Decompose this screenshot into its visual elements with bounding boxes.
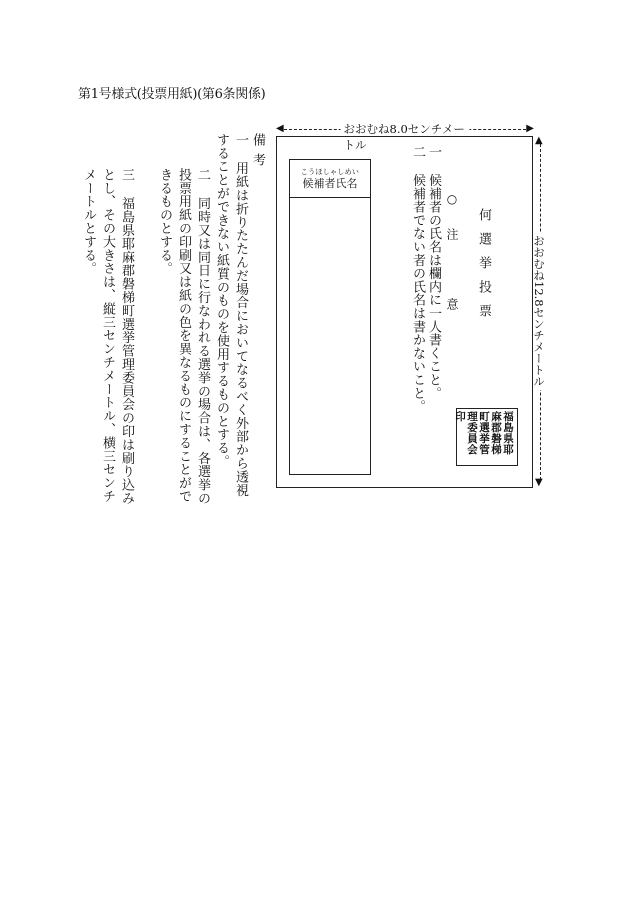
arrow-right-icon: ▶ xyxy=(526,123,534,134)
width-dimension xyxy=(276,122,534,152)
height-dimension-label: おおむね12.8センチメートル xyxy=(533,232,547,390)
candidate-name-header xyxy=(290,160,370,198)
remark-item: 二 同時又は同日に行なわれる選挙の場合は、各選挙の投票用紙の印刷又は紙の色を異なるものにすることができるものとする。 xyxy=(157,168,210,505)
remarks-heading: 備考 xyxy=(250,133,265,173)
ballot-title: 何選挙投票 xyxy=(476,208,491,328)
candidate-name-field[interactable] xyxy=(289,159,371,475)
arrow-up-icon: ▲ xyxy=(535,135,543,146)
form-title: 第1号様式(投票用紙)(第6条関係) xyxy=(78,87,266,102)
arrow-down-icon: ▼ xyxy=(535,477,543,488)
notes-heading: ○注 意 xyxy=(445,192,459,332)
remark-item: 一 用紙は折りたたんだ場合においてなるべく外部から透視することができない紙質のものを使用するものとする。 xyxy=(214,133,248,497)
candidate-name-ruby: こうほしゃしめい xyxy=(300,168,360,176)
seal-text: 福島県耶麻郡磐梯町選挙管理委員会印 xyxy=(454,411,514,455)
ballot-note: 二 候補者でない者の氏名は書かないこと。 xyxy=(410,145,425,413)
election-committee-seal xyxy=(456,408,518,466)
remark-item: 三 福島県耶麻郡磐梯町選挙管理委員会の印は刷り込みとし、その大きさは、縦三センチメートル、横三センチメートルとする。 xyxy=(81,168,134,505)
candidate-name-label: 候補者氏名 xyxy=(302,177,358,190)
height-dimension xyxy=(533,136,547,488)
arrow-left-icon: ◀ xyxy=(276,123,284,134)
width-dimension-label: おおむね8.0センチメートル xyxy=(341,121,470,153)
ballot-note: 一 候補者の氏名は欄内に一人書くこと。 xyxy=(426,145,441,400)
